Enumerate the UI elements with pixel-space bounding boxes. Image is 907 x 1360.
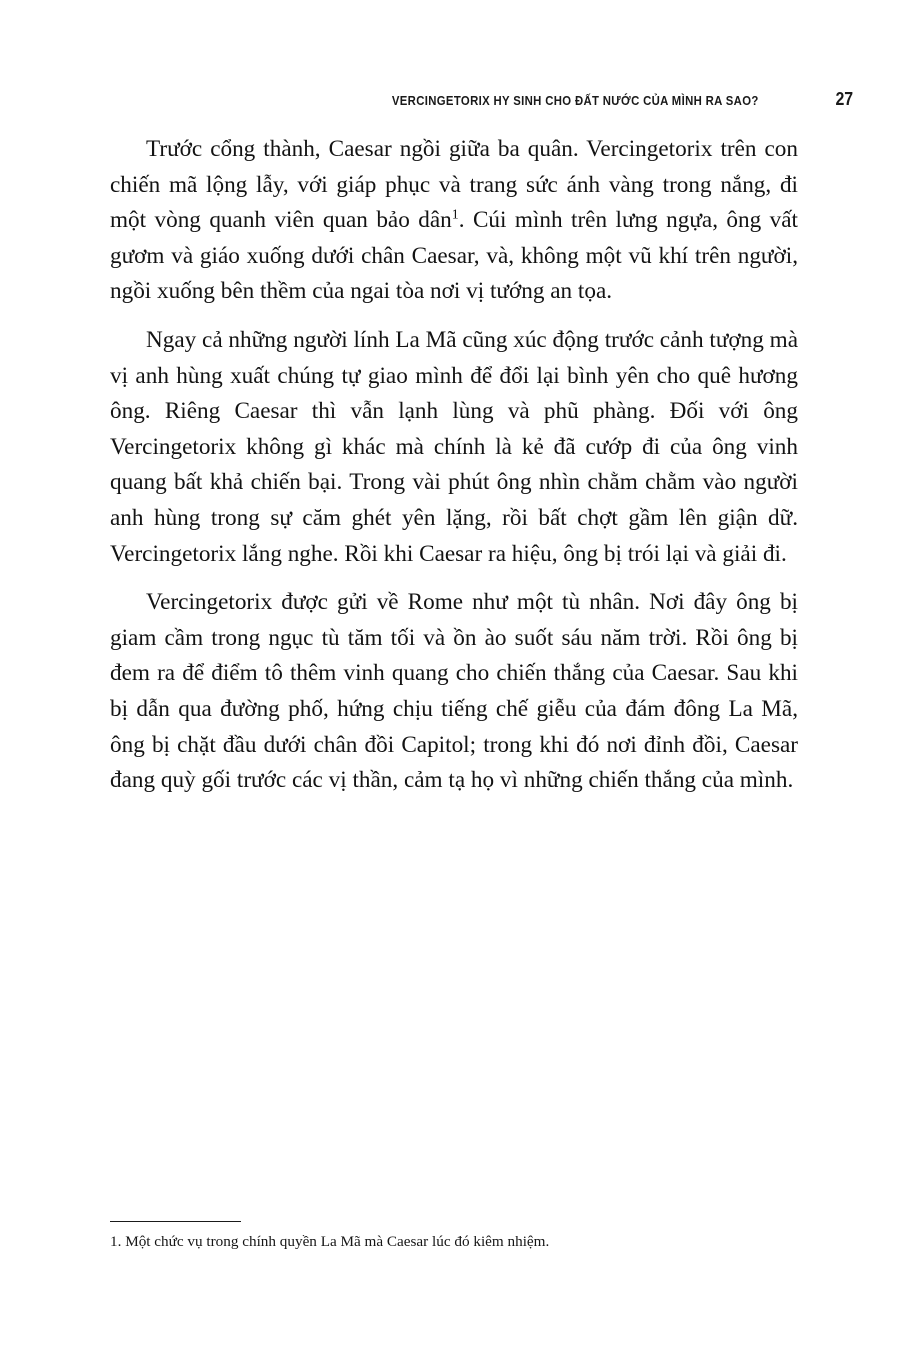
page-number: 27	[835, 88, 854, 109]
body-text-block	[110, 132, 798, 799]
running-header	[110, 88, 855, 110]
footnote-item	[110, 1231, 798, 1252]
paragraph: Ngay cả những người lính La Mã cũng xúc động trước cảnh tượng mà vị anh hùng xuất chúng tự giao mình để đổi lại bình yên cho quê hương ông. Riêng Caesar thì vẫn lạnh lùng và phũ phàng. Đối với ông Vercingetorix không gì khác mà chính là kẻ đã cướp đi của ông vinh quang bất khả chiến bại. Trong vài phút ông nhìn chằm chằm vào người anh hùng trong sự căm ghét yên lặng, rồi bất chợt gầm lên giận dữ. Vercingetorix lắng nghe. Rồi khi Caesar ra hiệu, ông bị trói lại và giải đi.	[110, 326, 798, 567]
footnote-area	[110, 1221, 798, 1252]
paragraph-text-after-note: . Cúi mình trên lưng ngựa, ông vất gươm và giáo xuống dưới chân Caesar, và, không một vũ khí trên người, ngồi xuống bên thềm của ngai tòa nơi vị tướng an tọa.	[110, 207, 798, 305]
paragraph-text-before-note: Trước cổng thành, Caesar ngồi giữa ba quân. Vercingetorix trên con chiến mã lộng lẫy, với giáp phục và trang sức ánh vàng trong nắng, đi một vòng quanh viên quan bảo dân	[110, 136, 798, 234]
footnote-reference-marker[interactable]: 1	[451, 207, 459, 223]
paragraph: Vercingetorix được gửi về Rome như một tù nhân. Nơi đây ông bị giam cầm trong ngục tù tăm tối và ồn ào suốt sáu năm trời. Rồi ông bị đem ra để điểm tô thêm vinh quang cho chiến thắng của Caesar. Sau khi bị dẫn qua đường phố, hứng chịu tiếng chế giễu của đám đông La Mã, ông bị chặt đầu dưới chân đồi Capitol; trong khi đó nơi đỉnh đồi, Caesar đang quỳ gối trước các vị thần, cảm tạ họ vì những chiến thắng của mình.	[110, 589, 798, 794]
footnote-text: Một chức vụ trong chính quyền La Mã mà Caesar lúc đó kiêm nhiệm.	[125, 1233, 550, 1250]
paragraph	[110, 132, 798, 310]
footnote-marker: 1.	[110, 1233, 122, 1250]
running-head-title: VERCINGETORIX HY SINH CHO ĐẤT NƯỚC CỦA MÌNH RA SAO?	[391, 93, 759, 108]
footnote-separator-rule	[110, 1221, 241, 1222]
